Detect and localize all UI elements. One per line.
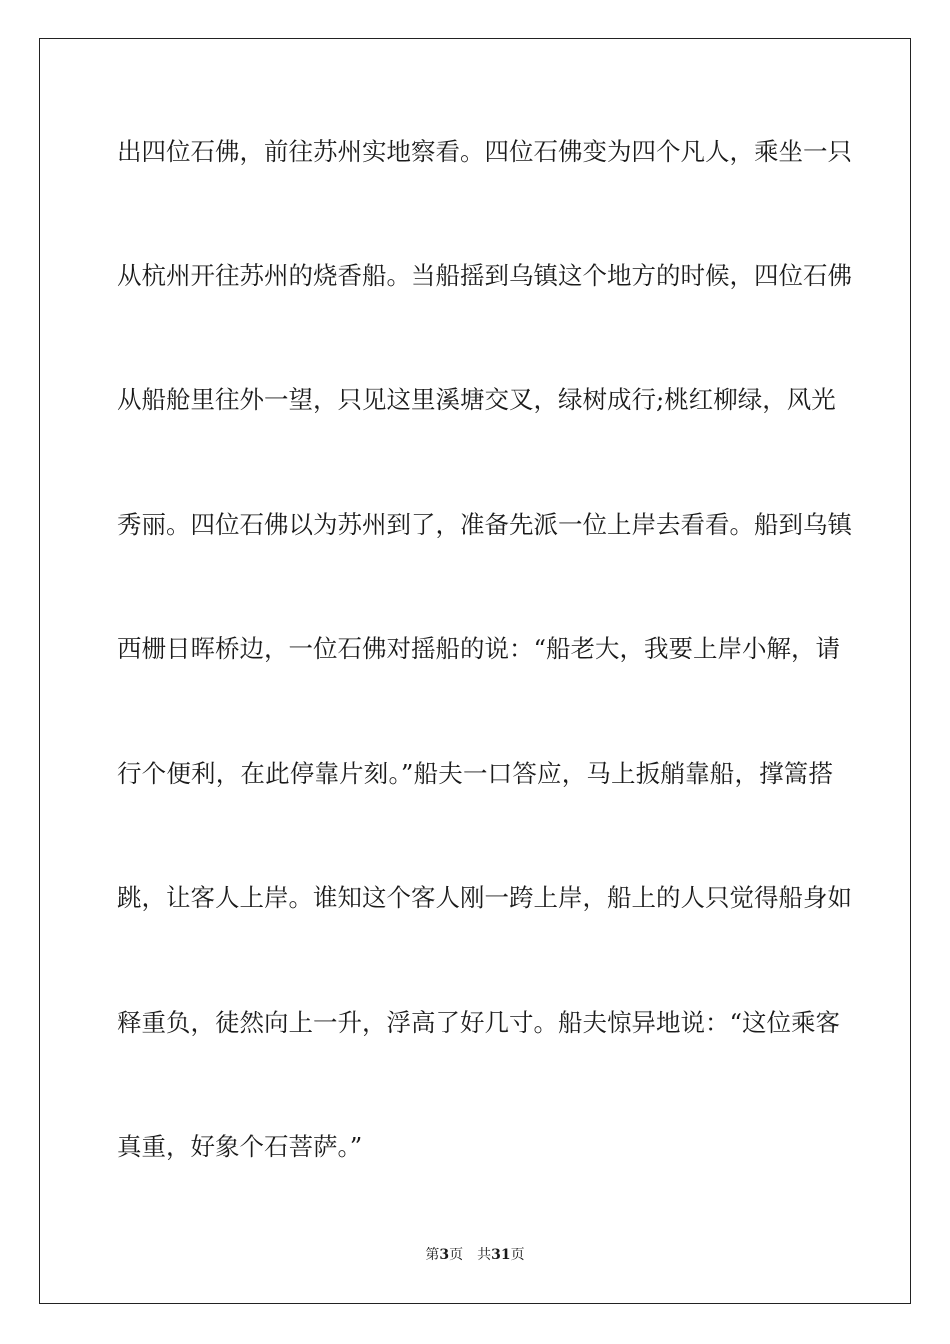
page-footer — [0, 1246, 950, 1264]
paragraph-line-9: 真重，好象个石菩萨。” — [117, 1132, 363, 1161]
paragraph-line-5: 西栅日晖桥边，一位石佛对摇船的说：“船老大，我要上岸小解，请 — [117, 634, 841, 663]
page-border — [39, 38, 911, 1304]
total-prefix: 共 — [477, 1247, 492, 1263]
paragraph-line-4: 秀丽。四位石佛以为苏州到了，准备先派一位上岸去看看。船到乌镇 — [117, 510, 852, 539]
page-suffix: 页 — [449, 1247, 464, 1263]
page-prefix: 第 — [425, 1247, 440, 1263]
total-suffix: 页 — [510, 1247, 525, 1263]
total-pages: 31 — [491, 1247, 511, 1263]
paragraph-line-7: 跳，让客人上岸。谁知这个客人刚一跨上岸，船上的人只觉得船身如 — [117, 883, 852, 912]
page-number: 3 — [439, 1247, 450, 1263]
paragraph-line-3: 从船舱里往外一望，只见这里溪塘交叉，绿树成行;桃红柳绿，风光 — [117, 385, 836, 414]
paragraph-line-1: 出四位石佛，前往苏州实地察看。四位石佛变为四个凡人，乘坐一只 — [117, 137, 852, 166]
paragraph-line-8: 释重负，徒然向上一升，浮高了好几寸。船夫惊异地说：“这位乘客 — [117, 1008, 841, 1037]
paragraph-line-6: 行个便利，在此停靠片刻。”船夫一口答应，马上扳艄靠船，撑篙搭 — [117, 759, 833, 788]
paragraph-line-2: 从杭州开往苏州的烧香船。当船摇到乌镇这个地方的时候，四位石佛 — [117, 261, 852, 290]
